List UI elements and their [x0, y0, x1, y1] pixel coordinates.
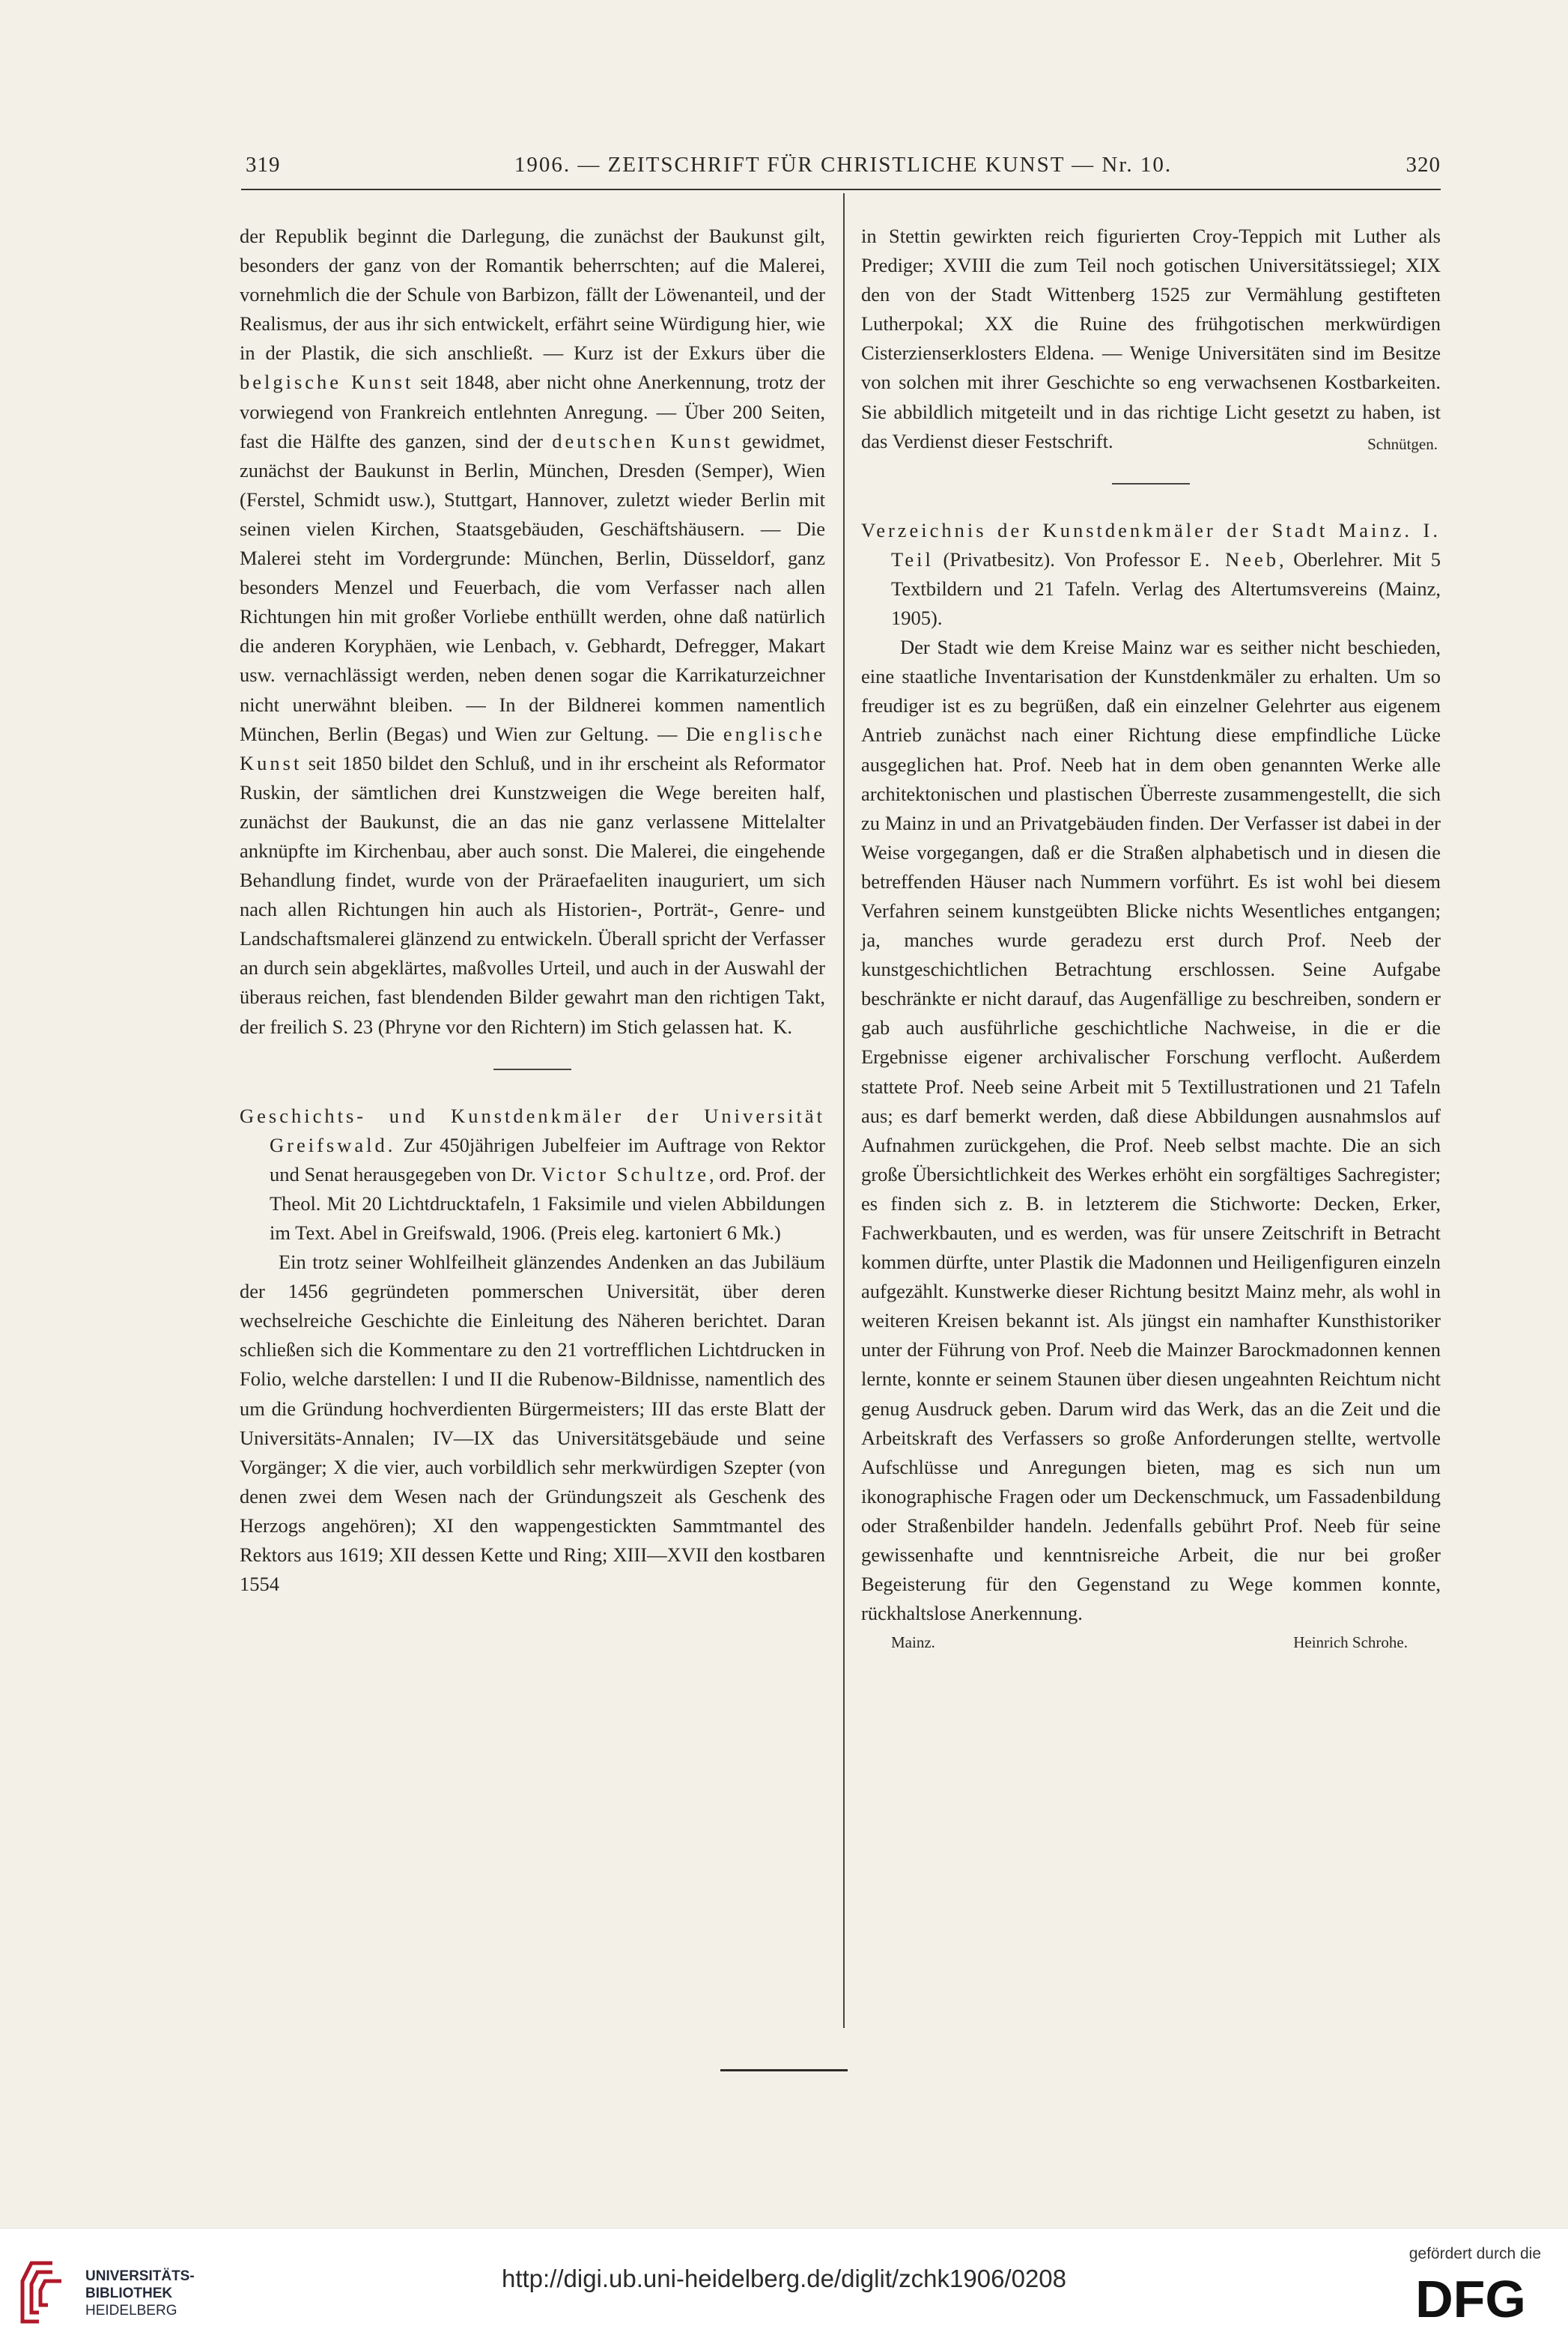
header-rule — [241, 189, 1441, 190]
journal-title: 1906. — ZEITSCHRIFT FÜR CHRISTLICHE KUNST — Nr. 10. — [514, 153, 1173, 177]
running-head — [246, 153, 1441, 186]
dfg-logo-icon — [1396, 2272, 1546, 2323]
review-paragraph: Ein trotz seiner Wohlfeilheit glänzendes Andenken an das Jubiläum der 1456 gegründeten pommerschen Universität, über deren wechselreiche Geschichte die Einleitung des Näheren berichtet. Daran schließen sich die Kommentare zu den 21 vortrefflichen Lichtdrucken in Folio, welche darstellen: I und II die Rubenow-Bildnisse, namentlich des um die Gründung hochverdienten Bürgermeisters; III das erste Blatt der Universitäts-Annalen; IV—IX das Universitätsgebäude und seine Vorgänger; X die vier, auch vorbildlich sehr merkwürdigen Szepter (von denen zwei dem Wesen nach der Gründungszeit als Geschenk des Herzogs angehören); XI den wappengestickten Sammtmantel des Rektors aus 1619; XII dessen Kette und Ring; XIII—XVII den kostbaren 1554 — [240, 1251, 825, 1596]
review-paragraph: in Stettin gewirkten reich figurierten Croy-Teppich mit Luther als Prediger; XVIII die zum Teil noch gotischen Universitätssiegel; XIX den von der Stadt Wittenberg 1525 zur Vermählung gestifteten Lutherpokal; XX die Ruine des frühgotischen merkwürdigen Cisterzienserklosters Eldena. — Wenige Universitäten sind im Besitze von solchen mit ihrer Geschichte so eng verwachsenen Kostbarkeiten. Sie abbildlich mitgeteilt und in das richtige Licht gesetzt zu haben, ist das Verdienst dieser Festschrift. Schnütgen. — [861, 222, 1441, 456]
left-column — [240, 222, 825, 1599]
column-divider — [843, 193, 845, 2028]
review-signoff — [861, 1628, 1441, 1657]
section-rule — [1112, 483, 1190, 485]
spaced-heading: belgische Kunst — [240, 371, 414, 394]
svg-text:DFG: DFG — [1415, 2272, 1526, 2323]
spaced-heading: deutschen Kunst — [552, 429, 733, 452]
review-heading: Geschichts- und Kunstdenkmäler der Universität Greifswald. Zur 450jährigen Jubelfeier im Auftrage von Rektor und Senat herausgegeben von Dr. Victor Schultze, ord. Prof. der Theol. Mit 20 Lichtdrucktafeln, 1 Faksimile und vielen Abbildungen im Text. Abel in Greifswald, 1906. (Preis eleg. kartoniert 6 Mk.) — [240, 1104, 825, 1244]
spaced-heading: englische Kunst — [240, 722, 825, 774]
funding-label: gefördert durch die — [1409, 2245, 1541, 2262]
reviewer-signature: K. — [773, 1015, 792, 1038]
reviewer-signature: Schnütgen. — [1367, 434, 1438, 453]
end-rule — [720, 2069, 848, 2071]
page-number-right: 320 — [1406, 153, 1441, 177]
library-name: UNIVERSITÄTS- BIBLIOTHEK HEIDELBERG — [85, 2268, 195, 2319]
reviewer-signature: Heinrich Schrohe. — [1293, 1633, 1408, 1652]
review-paragraph: der Republik beginnt die Darlegung, die zunächst der Baukunst gilt, besonders der ganz von der Romantik beherrschten; auf die Malerei, vornehmlich die der Schule von Barbizon, fällt der Löwenanteil, und der Realismus, der aus ihr sich entwickelt, erfährt seine Würdigung hier, wie in der Plastik, die sich anschließt. — Kurz ist der Exkurs über die belgische Kunst seit 1848, aber nicht ohne Anerkennung, trotz der vorwiegend von Frankreich entlehnten Anregung. — Über 200 Seiten, fast die Hälfte des ganzen, sind der deutschen Kunst gewidmet, zunächst der Baukunst in Berlin, München, Dresden (Semper), Wien (Ferstel, Schmidt usw.), Stuttgart, Hannover, zuletzt wieder Berlin mit seinen vielen Kirchen, Staatsgebäuden, Geschäftshäusern. — Die Malerei steht im Vordergrunde: München, Berlin, Düsseldorf, ganz besonders Menzel und Feuerbach, die vom Verfasser nach allen Richtungen hin mit großer Vorliebe enthüllt werden, ohne daß natürlich die anderen Koryphäen, wie Lenbach, v. Gebhardt, Defregger, Makart usw. vernachlässigt werden, neben denen sogar die Karrikaturzeichner nicht unerwähnt bleiben. — In der Bildnerei kommen namentlich München, Berlin (Begas) und Wien zur Geltung. — Die englische Kunst seit 1850 bildet den Schluß, und in ihr erscheint als Reformator Ruskin, der sämtlichen drei Kunstzweigen die Wege bereiten half, zunächst der Baukunst, die an das nie ganz verlassene Mittelalter anknüpfte im Kirchenbau, aber auch sonst. Die Malerei, die eingehende Behandlung findet, wurde von der Präraefaeliten inauguriert, um sich nach allen Richtungen hin auch als Historien-, Porträt-, Genre- und Landschaftsmalerei glänzend zu entwickeln. Überall spricht der Verfasser an durch sein abgeklärtes, maßvolles Urteil, und auch in der Auswahl der überaus reichen, fast blendenden Bilder gewahrt man den richtigen Takt, der freilich S. 23 (Phryne vor den Richtern) im Stich gelassen hat. K. — [240, 222, 825, 1042]
viewer-footer — [0, 2228, 1568, 2335]
page-url-link[interactable]: http://digi.ub.uni-heidelberg.de/diglit/zchk1906/0208 — [501, 2265, 1067, 2292]
section-rule — [493, 1069, 571, 1070]
signoff-place: Mainz. — [891, 1633, 935, 1652]
right-column — [861, 222, 1441, 1657]
review-paragraph: Der Stadt wie dem Kreise Mainz war es seither nicht beschieden, eine staatliche Inventarisation der Kunstdenkmäler zu erhalten. Um so freudiger ist es zu begrüßen, daß ein einzelner Gelehrter aus eigenem Antrieb zunächst nach einer Richtung diese empfindliche Lücke ausgeglichen hat. Prof. Neeb hat in dem oben genannten Werke alle architektonischen und plastischen Überreste zusammengestellt, die sich zu Mainz in und an Privatgebäuden finden. Der Verfasser ist dabei in der Weise vorgegangen, daß er die Straßen alphabetisch und in diesen die betreffenden Häuser nach Nummern vorführt. Es ist wohl bei diesem Verfahren seinem kunstgeübten Blicke nichts Wesentliches entgangen; ja, manches wurde geradezu erst durch Prof. Neeb der kunstgeschichtlichen Betrachtung erschlossen. Seine Aufgabe beschränkte er nicht darauf, das Augenfällige zu beschreiben, sondern er gab auch ausführliche geschichtliche Nachweise, in die er die Ergebnisse eigener archivalischer Forschung verflocht. Außerdem stattete Prof. Neeb seine Arbeit mit 5 Textillustrationen und 21 Tafeln aus; es darf bemerkt werden, daß diese Abbildungen ausnahmslos auf Aufnahmen zurückgehen, die Prof. Neeb selbst machte. Die an sich große Übersichtlichkeit des Werkes erhöht ein sorgfältiges Sachregister; es finden sich z. B. in letzterem die Stichworte: Decken, Erker, Fachwerkbauten, und es werden, was für unsere Zeitschrift in Betracht kommen dürfte, unter Plastik die Madonnen und Heiligenfiguren einzeln aufgezählt. Kunstwerke dieser Richtung besitzt Mainz mehr, als wohl in weiteren Kreisen bekannt ist. Als jüngst ein namhafter Kunsthistoriker unter der Führung von Prof. Neeb die Mainzer Barockmadonnen kennen lernte, konnte er seinem Staunen über diesen ungeahnten Reichtum nicht genug Ausdruck geben. Darum wird das Werk, das an die Zeit und die Arbeitskraft des Verfassers so große Anforderungen stellte, wertvolle Aufschlüsse und Anregungen bieten, mag es sich nun um ikonographische Fragen oder um Deckenschmuck, um Fassadenbildung oder Straßenbilder handeln. Jedenfalls gebührt Prof. Neeb für seine gewissenhafte und kenntnisreiche Arbeit, die nur bei großer Begeisterung für den Gegenstand zu Wege kommen konnte, rückhaltslose Anerkennung. — [861, 636, 1441, 1625]
review-heading: Verzeichnis der Kunstdenkmäler der Stadt Mainz. I. Teil (Privatbesitz). Von Professor E. Neeb, Oberlehrer. Mit 5 Textbildern und 21 Tafeln. Verlag des Altertumsvereins (Mainz, 1905). — [861, 518, 1441, 630]
page-number-left: 319 — [246, 153, 281, 177]
